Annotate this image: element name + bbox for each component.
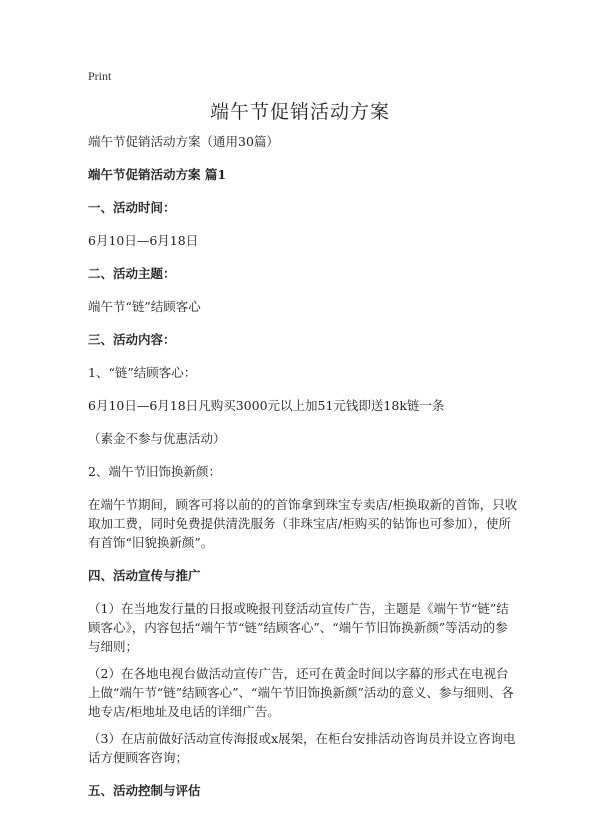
promotion-item-3: （3）在店前做好活动宣传海报或x展架，在柜台安排活动咨询员并设立咨询电话方便顾客咨询； xyxy=(88,731,516,765)
document-subtitle: 端午节促销活动方案（通用30篇） xyxy=(88,134,279,149)
promotion-item-1: （1）在当地发行量的日报或晚报刊登活动宣传广告，主题是《端午节“链”结顾客心》，内容包括“端午节“链”结顾客心”、“端午节旧饰换新颜”等活动的参与细则； xyxy=(88,601,509,654)
heading-control-evaluation: 五、活动控制与评估 xyxy=(88,783,201,798)
content-item-1-note: （素金不参与优惠活动） xyxy=(88,431,226,446)
promotion-item-2: （2）在各地电视台做活动宣传广告，还可在黄金时间以字幕的形式在电视台上做“端午节“链”结顾客心”、“端午节旧饰换新颜”活动的意义、参与细则、各地专店/柜地址及电话的详细广告。 xyxy=(88,666,514,719)
content-item-1: 1、“链”结顾客心： xyxy=(88,365,197,380)
document-body xyxy=(88,132,518,814)
content-item-2-detail: 在端午节期间，顾客可将以前的的首饰拿到珠宝专卖店/柜换取新的首饰，只收取加工费，同时免费提供清洗服务（非珠宝店/柜购买的钻饰也可参加），使所有首饰“旧貌换新颜”。 xyxy=(88,497,518,550)
content-item-2: 2、端午节旧饰换新颜： xyxy=(88,464,221,479)
heading-activity-time: 一、活动时间： xyxy=(88,200,176,215)
content-item-1-detail: 6月10日—6月18日凡购买3000元以上加51元钱即送18k链一条 xyxy=(88,398,445,413)
heading-activity-content: 三、活动内容： xyxy=(88,332,176,347)
document-title: 端午节促销活动方案 xyxy=(209,101,390,123)
activity-theme-value: 端午节“链”结顾客心 xyxy=(88,299,201,314)
print-label[interactable]: Print xyxy=(88,69,112,83)
heading-activity-theme: 二、活动主题： xyxy=(88,266,176,281)
activity-time-value: 6月10日—6月18日 xyxy=(88,233,199,248)
heading-promotion: 四、活动宣传与推广 xyxy=(88,568,201,583)
section-title: 端午节促销活动方案 篇1 xyxy=(88,167,227,182)
